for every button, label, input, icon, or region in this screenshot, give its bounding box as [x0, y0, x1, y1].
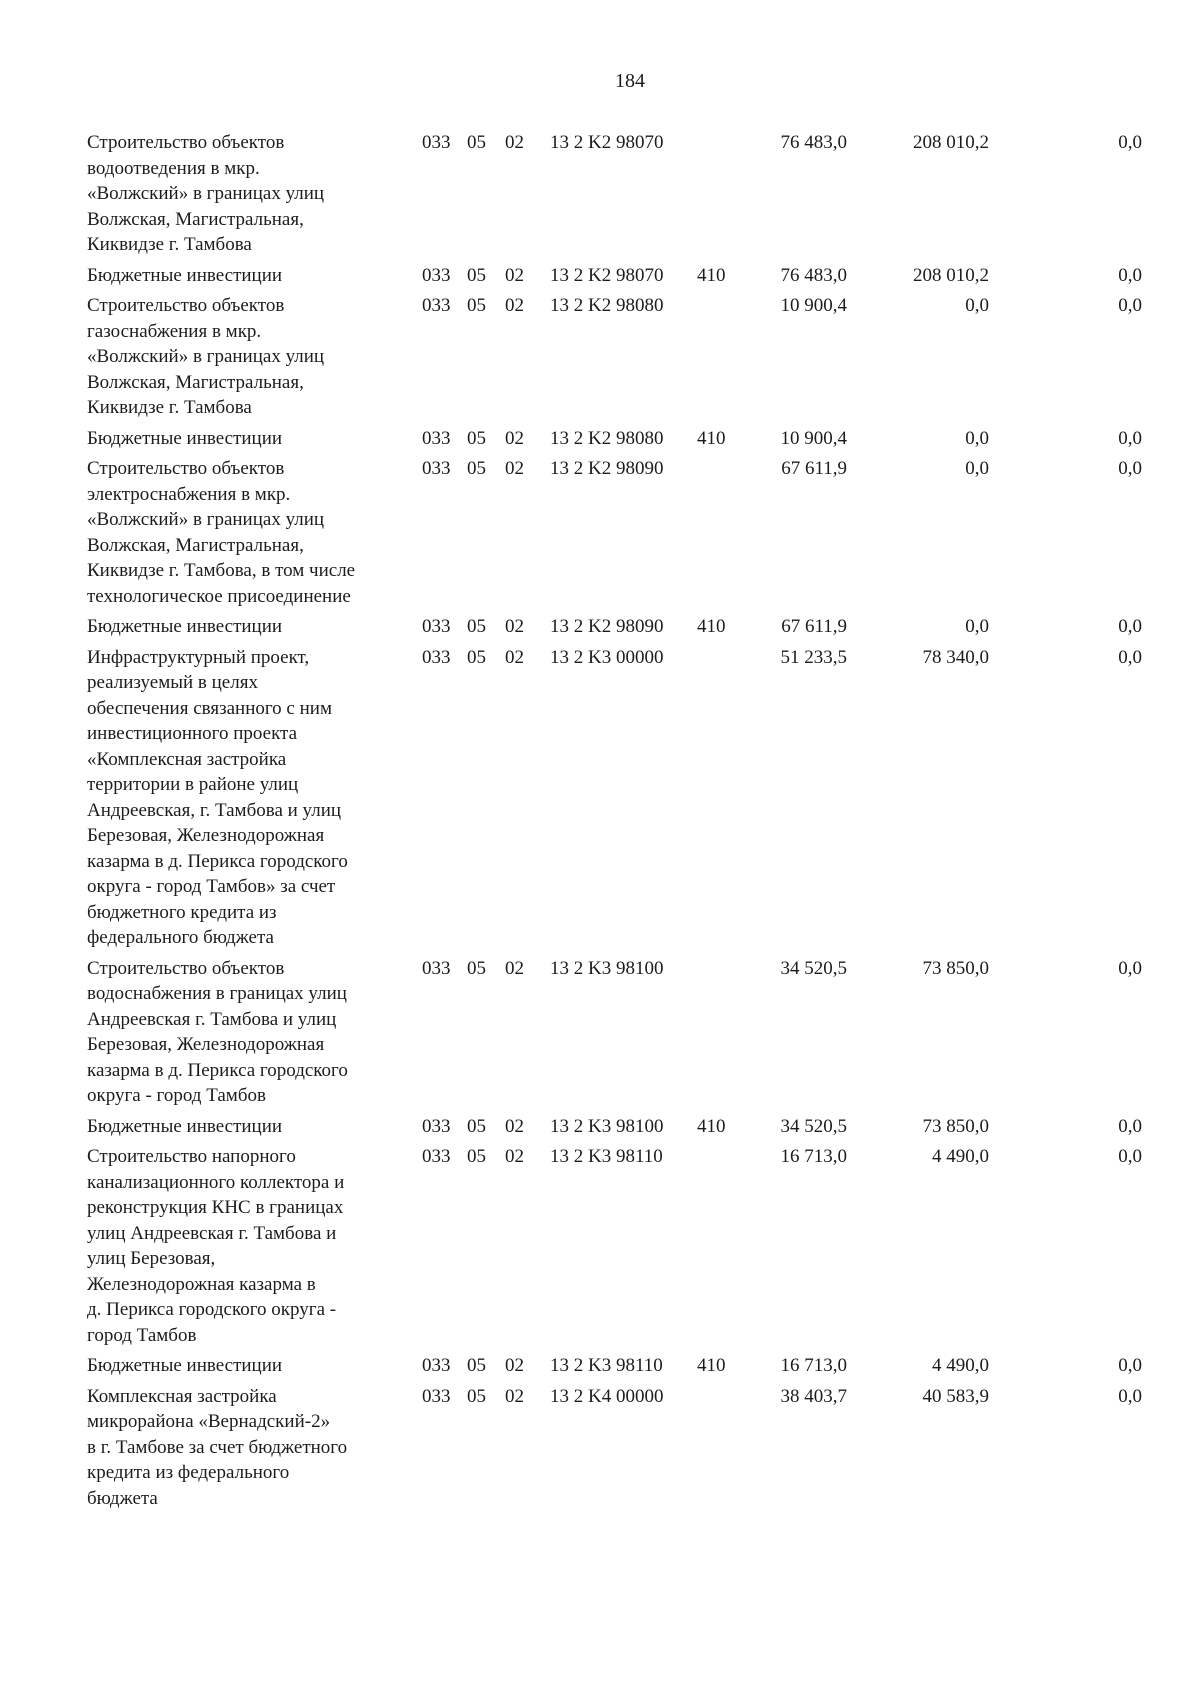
target-article-cell: 13 2 K3 00000 — [550, 646, 664, 668]
table-row — [87, 293, 1142, 426]
item-name-cell — [87, 1384, 422, 1517]
subsection-code-cell: 02 — [505, 264, 524, 286]
section-code-cell: 05 — [467, 646, 486, 668]
table-row — [87, 130, 1142, 263]
subsection-code-cell: 02 — [505, 646, 524, 668]
amount-year3-cell: 0,0 — [1118, 1146, 1142, 1167]
section-code-cell: 05 — [467, 427, 486, 449]
amount-year2-cell: 78 340,0 — [922, 646, 989, 668]
item-name-line: округа - город Тамбов» за счет — [87, 876, 336, 897]
ved-code-cell: 033 — [422, 427, 451, 449]
amount-year2-cell: 4 490,0 — [932, 1355, 989, 1376]
target-article-cell: 13 2 K2 98090 — [550, 616, 664, 637]
item-name-line: Андреевская, г. Тамбова и улиц — [87, 799, 342, 821]
item-name-line: Березовая, Железнодорожная — [87, 1034, 325, 1055]
amount-year3-cell: 0,0 — [1118, 427, 1142, 449]
target-article-cell: 13 2 K3 98100 — [550, 1115, 664, 1137]
item-name-line: технологическое присоединение — [87, 585, 351, 607]
ved-code-cell: 033 — [422, 1385, 451, 1407]
item-name-line: реконструкция КНС в границах — [87, 1197, 344, 1218]
target-article-cell: 13 2 K2 98080 — [550, 427, 664, 449]
item-name-line: казарма в д. Перикса городского — [87, 850, 348, 872]
target-article-cell: 13 2 K2 98070 — [550, 264, 664, 286]
item-name-line: газоснабжения в мкр. — [87, 320, 262, 342]
section-code-cell: 05 — [467, 1355, 486, 1376]
item-name-line: кредита из федерального — [87, 1462, 290, 1483]
item-name-line: водоснабжения в границах улиц — [87, 983, 347, 1004]
subsection-code-cell: 02 — [505, 1355, 524, 1376]
item-name-line: Бюджетные инвестиции — [87, 1355, 283, 1376]
item-name-line: город Тамбов — [87, 1324, 197, 1346]
item-name-line: Бюджетные инвестиции — [87, 1115, 283, 1137]
ved-code-cell: 033 — [422, 646, 451, 668]
amount-year3-cell: 0,0 — [1118, 616, 1142, 637]
amount-year2-cell: 0,0 — [965, 427, 989, 449]
amount-year3-cell: 0,0 — [1118, 295, 1142, 316]
item-name-cell — [87, 456, 422, 614]
item-name-line: Бюджетные инвестиции — [87, 616, 283, 637]
item-name-line: «Комплексная застройка — [87, 748, 287, 770]
item-name-line: «Волжский» в границах улиц — [87, 509, 325, 530]
amount-year3-cell: 0,0 — [1118, 132, 1142, 153]
item-name-line: бюджетного кредита из — [87, 901, 277, 923]
table-row — [87, 645, 1142, 956]
table-row — [87, 456, 1142, 614]
amount-year1-cell: 34 520,5 — [780, 957, 847, 979]
item-name-cell — [87, 1144, 422, 1353]
ved-code-cell: 033 — [422, 1115, 451, 1137]
item-name-cell — [87, 293, 422, 426]
section-code-cell: 05 — [467, 264, 486, 286]
item-name-cell — [87, 645, 422, 956]
ved-code-cell: 033 — [422, 616, 451, 637]
item-name-cell — [87, 956, 422, 1114]
amount-year2-cell: 73 850,0 — [922, 1115, 989, 1137]
item-name-cell — [87, 1114, 422, 1145]
target-article-cell: 13 2 K2 98070 — [550, 132, 664, 153]
expense-type-cell — [697, 1144, 757, 1353]
item-name-line: Инфраструктурный проект, — [87, 646, 310, 668]
amount-year2-cell: 40 583,9 — [922, 1385, 989, 1407]
amount-year3-cell: 0,0 — [1118, 646, 1142, 668]
expense-type-cell: 410 — [697, 264, 726, 286]
amount-year1-cell: 76 483,0 — [780, 132, 847, 153]
ved-code-cell: 033 — [422, 295, 451, 316]
item-name-line: Строительство напорного — [87, 1146, 296, 1167]
amount-year3-cell: 0,0 — [1118, 957, 1142, 979]
expense-type-cell — [697, 645, 757, 956]
item-name-line: федерального бюджета — [87, 927, 274, 948]
section-code-cell: 05 — [467, 1146, 486, 1167]
expense-type-cell — [697, 293, 757, 426]
amount-year1-cell: 76 483,0 — [780, 264, 847, 286]
table-row — [87, 1144, 1142, 1353]
item-name-line: Волжская, Магистральная, — [87, 371, 304, 393]
subsection-code-cell: 02 — [505, 458, 524, 479]
amount-year3-cell: 0,0 — [1118, 1355, 1142, 1376]
amount-year1-cell: 16 713,0 — [780, 1146, 847, 1167]
section-code-cell: 05 — [467, 1385, 486, 1407]
subsection-code-cell: 02 — [505, 1115, 524, 1137]
item-name-line: электроснабжения в мкр. — [87, 483, 291, 505]
ved-code-cell: 033 — [422, 1355, 451, 1376]
amount-year1-cell: 34 520,5 — [780, 1115, 847, 1137]
budget-table — [87, 130, 1142, 1516]
table-row — [87, 1353, 1142, 1384]
expense-type-cell: 410 — [697, 1115, 726, 1137]
item-name-cell — [87, 130, 422, 263]
expense-type-cell — [697, 956, 757, 1114]
item-name-line: Бюджетные инвестиции — [87, 427, 283, 449]
item-name-line: реализуемый в целях — [87, 672, 258, 693]
item-name-line: бюджета — [87, 1487, 158, 1509]
amount-year1-cell: 10 900,4 — [780, 427, 847, 449]
target-article-cell: 13 2 K3 98100 — [550, 957, 664, 979]
item-name-line: «Волжский» в границах улиц — [87, 346, 325, 367]
expense-type-cell: 410 — [697, 427, 726, 449]
item-name-line: казарма в д. Перикса городского — [87, 1059, 348, 1081]
item-name-line: Волжская, Магистральная, — [87, 534, 304, 556]
item-name-cell — [87, 1353, 422, 1384]
item-name-line: округа - город Тамбов — [87, 1085, 266, 1106]
item-name-line: обеспечения связанного с ним — [87, 697, 332, 719]
expense-type-cell: 410 — [697, 1355, 726, 1376]
item-name-line: «Волжский» в границах улиц — [87, 183, 325, 204]
amount-year2-cell: 0,0 — [965, 458, 989, 479]
amount-year1-cell: 10 900,4 — [780, 295, 847, 316]
target-article-cell: 13 2 K3 98110 — [550, 1355, 663, 1376]
item-name-line: улиц Березовая, — [87, 1248, 216, 1269]
subsection-code-cell: 02 — [505, 295, 524, 316]
item-name-line: Березовая, Железнодорожная — [87, 825, 325, 846]
subsection-code-cell: 02 — [505, 616, 524, 637]
item-name-line: Строительство объектов — [87, 957, 285, 979]
table-row — [87, 956, 1142, 1114]
subsection-code-cell: 02 — [505, 427, 524, 449]
table-row — [87, 263, 1142, 294]
ved-code-cell: 033 — [422, 957, 451, 979]
table-row — [87, 1114, 1142, 1145]
amount-year3-cell: 0,0 — [1118, 1385, 1142, 1407]
item-name-line: канализационного коллектора и — [87, 1171, 345, 1193]
target-article-cell: 13 2 K2 98080 — [550, 295, 664, 316]
item-name-line: Комплексная застройка — [87, 1385, 277, 1407]
item-name-line: Железнодорожная казарма в — [87, 1273, 316, 1295]
item-name-line: улиц Андреевская г. Тамбова и — [87, 1222, 337, 1244]
amount-year1-cell: 67 611,9 — [781, 458, 847, 479]
table-row — [87, 614, 1142, 645]
amount-year1-cell: 16 713,0 — [780, 1355, 847, 1376]
amount-year2-cell: 208 010,2 — [913, 264, 989, 286]
subsection-code-cell: 02 — [505, 1385, 524, 1407]
item-name-cell — [87, 614, 422, 645]
item-name-line: инвестиционного проекта — [87, 723, 298, 744]
item-name-line: Андреевская г. Тамбова и улиц — [87, 1008, 337, 1030]
item-name-line: территории в районе улиц — [87, 774, 299, 795]
amount-year2-cell: 208 010,2 — [913, 132, 989, 153]
section-code-cell: 05 — [467, 616, 486, 637]
item-name-cell — [87, 426, 422, 457]
table-body — [87, 130, 1142, 1516]
amount-year2-cell: 73 850,0 — [922, 957, 989, 979]
section-code-cell: 05 — [467, 132, 486, 153]
ved-code-cell: 033 — [422, 458, 451, 479]
item-name-line: Волжская, Магистральная, — [87, 208, 304, 230]
item-name-line: д. Перикса городского округа - — [87, 1299, 337, 1320]
target-article-cell: 13 2 K2 98090 — [550, 458, 664, 479]
item-name-line: Строительство объектов — [87, 295, 285, 316]
ved-code-cell: 033 — [422, 264, 451, 286]
expense-type-cell — [697, 130, 757, 263]
item-name-line: Строительство объектов — [87, 132, 285, 153]
item-name-line: водоотведения в мкр. — [87, 157, 260, 179]
amount-year2-cell: 0,0 — [965, 616, 989, 637]
amount-year2-cell: 4 490,0 — [932, 1146, 989, 1167]
amount-year3-cell: 0,0 — [1118, 1115, 1142, 1137]
section-code-cell: 05 — [467, 458, 486, 479]
table-row — [87, 1384, 1142, 1517]
subsection-code-cell: 02 — [505, 957, 524, 979]
amount-year3-cell: 0,0 — [1118, 458, 1142, 479]
amount-year1-cell: 38 403,7 — [780, 1385, 847, 1407]
item-name-line: Строительство объектов — [87, 458, 285, 479]
target-article-cell: 13 2 K3 98110 — [550, 1146, 663, 1167]
section-code-cell: 05 — [467, 295, 486, 316]
subsection-code-cell: 02 — [505, 132, 524, 153]
expense-type-cell — [697, 1384, 757, 1517]
amount-year1-cell: 67 611,9 — [781, 616, 847, 637]
amount-year3-cell: 0,0 — [1118, 264, 1142, 286]
table-row — [87, 426, 1142, 457]
item-name-line: Киквидзе г. Тамбова, в том числе — [87, 560, 356, 581]
item-name-line: Бюджетные инвестиции — [87, 264, 283, 286]
item-name-line: в г. Тамбове за счет бюджетного — [87, 1436, 348, 1458]
target-article-cell: 13 2 K4 00000 — [550, 1385, 664, 1407]
item-name-line: Киквидзе г. Тамбова — [87, 234, 252, 255]
ved-code-cell: 033 — [422, 1146, 451, 1167]
section-code-cell: 05 — [467, 957, 486, 979]
item-name-cell — [87, 263, 422, 294]
subsection-code-cell: 02 — [505, 1146, 524, 1167]
ved-code-cell: 033 — [422, 132, 451, 153]
item-name-line: Киквидзе г. Тамбова — [87, 397, 252, 418]
section-code-cell: 05 — [467, 1115, 486, 1137]
expense-type-cell: 410 — [697, 616, 726, 637]
item-name-line: микрорайона «Вернадский-2» — [87, 1411, 331, 1432]
amount-year1-cell: 51 233,5 — [780, 646, 847, 668]
amount-year2-cell: 0,0 — [965, 295, 989, 316]
expense-type-cell — [697, 456, 757, 614]
page-number: 184 — [615, 70, 645, 92]
